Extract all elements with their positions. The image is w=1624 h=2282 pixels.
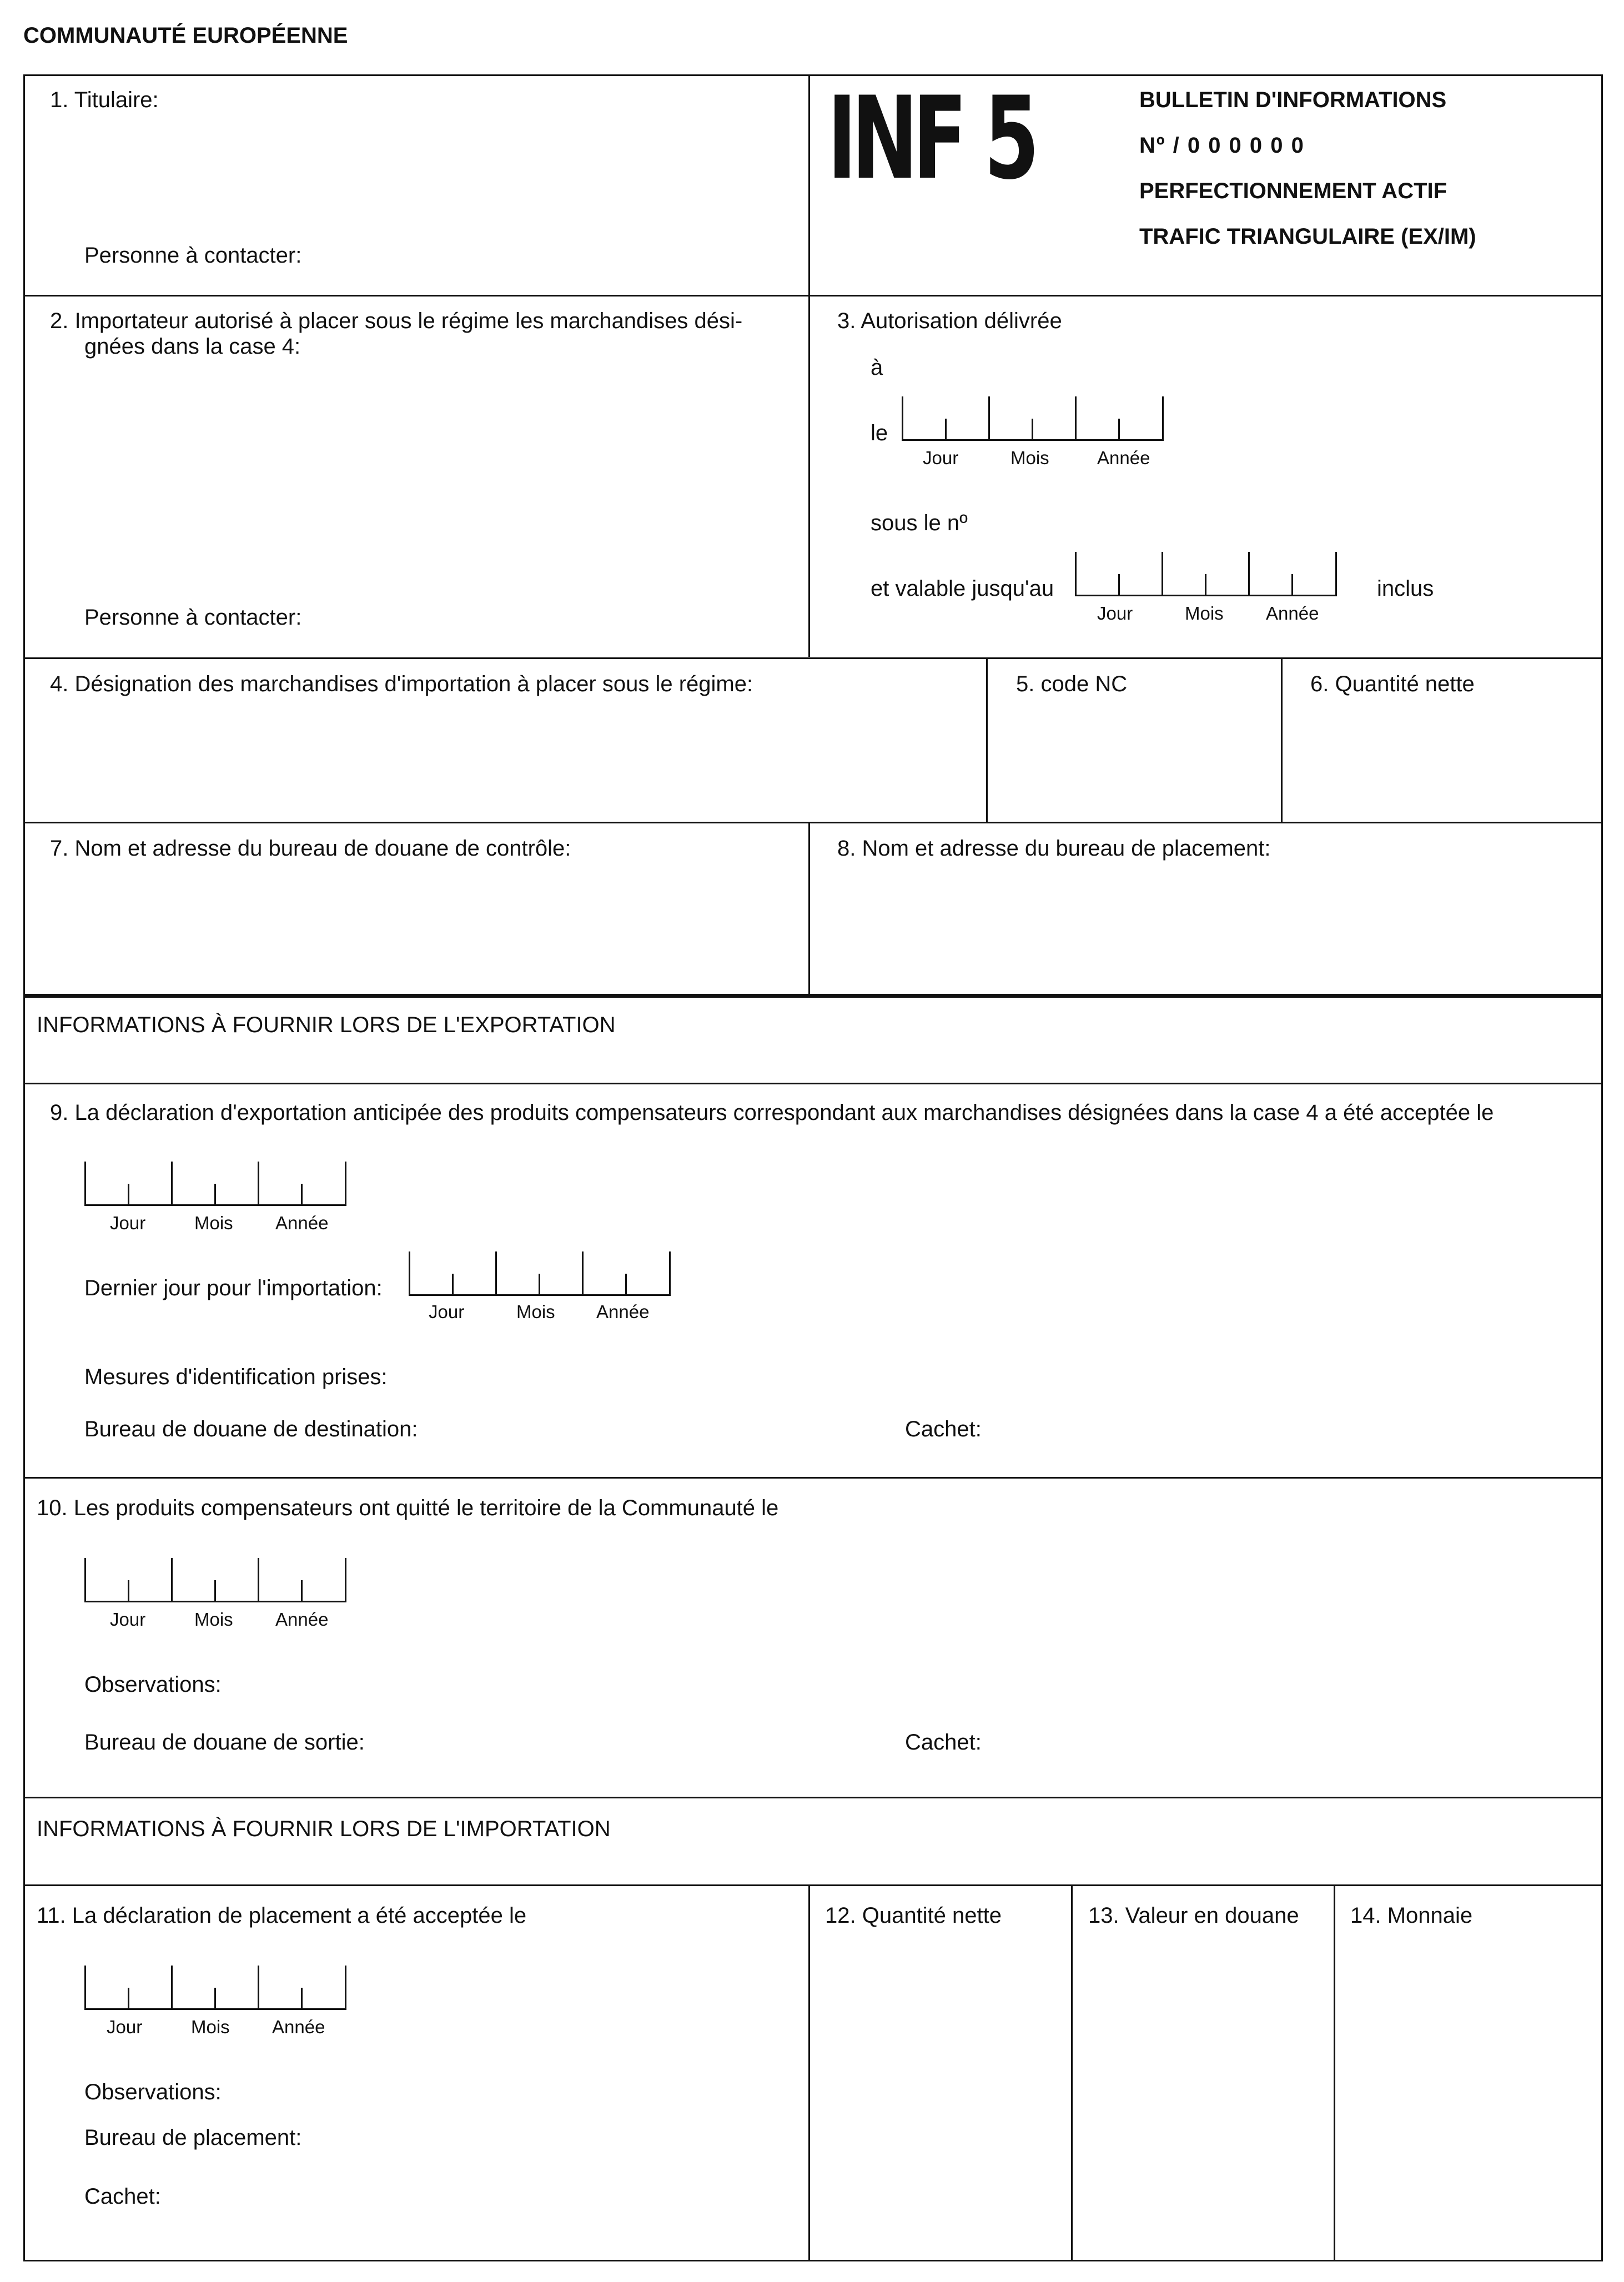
date-label-year: Année bbox=[275, 1213, 329, 1233]
box9-last-day-label: Dernier jour pour l'importation: bbox=[84, 1276, 383, 1300]
box11-observations-label: Observations: bbox=[84, 2080, 222, 2104]
box10-stamp-label: Cachet: bbox=[905, 1730, 982, 1755]
divider bbox=[23, 657, 1603, 659]
divider bbox=[808, 1884, 810, 2261]
box3-label: 3. Autorisation délivrée bbox=[837, 309, 1062, 333]
box9-destination-label: Bureau de douane de destination: bbox=[84, 1417, 418, 1441]
box14-label: 14. Monnaie bbox=[1350, 1903, 1473, 1928]
box9-label: 9. La déclaration d'exportation anticipée des produits compensateurs correspondant aux marchandises désignées dans la case 4 a été acceptée le bbox=[50, 1100, 1494, 1125]
box6-label: 6. Quantité nette bbox=[1310, 672, 1475, 696]
divider bbox=[23, 1083, 1603, 1084]
date-label-year: Année bbox=[272, 2017, 325, 2037]
divider bbox=[986, 657, 988, 822]
date-label-month: Mois bbox=[191, 2017, 230, 2037]
box3-inclusive-label: inclus bbox=[1377, 576, 1434, 601]
box11-label: 11. La déclaration de placement a été acceptée le bbox=[37, 1903, 527, 1928]
divider bbox=[1281, 657, 1283, 822]
form-number: Nº / 0 0 0 0 0 0 bbox=[1139, 133, 1305, 158]
box2-label-line1: 2. Importateur autorisé à placer sous le régime les marchandises dési- bbox=[50, 309, 743, 333]
divider bbox=[808, 822, 810, 995]
box3-date-label: le bbox=[871, 421, 888, 445]
divider bbox=[1334, 1884, 1335, 2261]
box10-exit-office-label: Bureau de douane de sortie: bbox=[84, 1730, 365, 1755]
date-label-year: Année bbox=[275, 1609, 329, 1630]
box9-stamp-label: Cachet: bbox=[905, 1417, 982, 1441]
date-label-day: Jour bbox=[110, 1609, 146, 1630]
date-label-month: Mois bbox=[194, 1609, 233, 1630]
date-label-month: Mois bbox=[516, 1301, 555, 1322]
box3-valid-until-label: et valable jusqu'au bbox=[871, 576, 1054, 601]
box3-number-label: sous le nº bbox=[871, 511, 968, 535]
date-label-day: Jour bbox=[107, 2017, 143, 2037]
box2-label-line2: gnées dans la case 4: bbox=[84, 334, 301, 359]
box13-label: 13. Valeur en douane bbox=[1088, 1903, 1299, 1928]
box2-contact-label: Personne à contacter: bbox=[84, 605, 302, 630]
date-label-year: Année bbox=[1266, 603, 1319, 624]
date-label-month: Mois bbox=[1010, 448, 1049, 468]
date-label-day: Jour bbox=[110, 1213, 146, 1233]
date-label-year: Année bbox=[596, 1301, 650, 1322]
divider bbox=[1071, 1884, 1073, 2261]
box12-label: 12. Quantité nette bbox=[825, 1903, 1002, 1928]
form-code: INF 5 bbox=[827, 73, 1034, 205]
box9-measures-label: Mesures d'identification prises: bbox=[84, 1365, 388, 1389]
form-title-line-1: BULLETIN D'INFORMATIONS bbox=[1139, 88, 1447, 112]
box1-contact-label: Personne à contacter: bbox=[84, 243, 302, 268]
section-import-heading: INFORMATIONS À FOURNIR LORS DE L'IMPORTATION bbox=[37, 1817, 611, 1841]
date-label-day: Jour bbox=[923, 448, 959, 468]
box11-stamp-label: Cachet: bbox=[84, 2184, 161, 2209]
box4-label: 4. Désignation des marchandises d'importation à placer sous le régime: bbox=[50, 672, 753, 696]
date-label-month: Mois bbox=[1185, 603, 1224, 624]
box3-valid-date-field[interactable] bbox=[1075, 552, 1337, 596]
form-title-line-4: TRAFIC TRIANGULAIRE (EX/IM) bbox=[1139, 224, 1476, 249]
header-title: COMMUNAUTÉ EUROPÉENNE bbox=[23, 23, 348, 48]
section-export-heading: INFORMATIONS À FOURNIR LORS DE L'EXPORTATION bbox=[37, 1013, 616, 1037]
date-label-day: Jour bbox=[1097, 603, 1133, 624]
box10-label: 10. Les produits compensateurs ont quitté le territoire de la Communauté le bbox=[37, 1496, 779, 1520]
form-title-line-3: PERFECTIONNEMENT ACTIF bbox=[1139, 179, 1447, 203]
divider bbox=[23, 1797, 1603, 1798]
divider bbox=[23, 822, 1603, 823]
box10-exit-date-field[interactable] bbox=[84, 1558, 346, 1602]
divider bbox=[808, 74, 810, 657]
box1-label: 1. Titulaire: bbox=[50, 88, 159, 112]
box7-label: 7. Nom et adresse du bureau de douane de contrôle: bbox=[50, 836, 571, 861]
box3-place-label: à bbox=[871, 355, 883, 380]
box3-date-field[interactable] bbox=[902, 396, 1164, 441]
box9-acceptance-date-field[interactable] bbox=[84, 1162, 346, 1206]
box10-observations-label: Observations: bbox=[84, 1672, 222, 1697]
box11-placement-office-label: Bureau de placement: bbox=[84, 2125, 302, 2150]
divider bbox=[23, 1477, 1603, 1479]
box5-label: 5. code NC bbox=[1016, 672, 1128, 696]
box9-last-day-date-field[interactable] bbox=[409, 1251, 671, 1296]
divider bbox=[23, 295, 1603, 296]
box11-placement-date-field[interactable] bbox=[84, 1966, 346, 2010]
section-divider bbox=[23, 994, 1603, 998]
divider bbox=[23, 1884, 1603, 1886]
date-label-year: Année bbox=[1097, 448, 1150, 468]
box8-label: 8. Nom et adresse du bureau de placement: bbox=[837, 836, 1271, 861]
date-label-day: Jour bbox=[429, 1301, 465, 1322]
date-label-month: Mois bbox=[194, 1213, 233, 1233]
